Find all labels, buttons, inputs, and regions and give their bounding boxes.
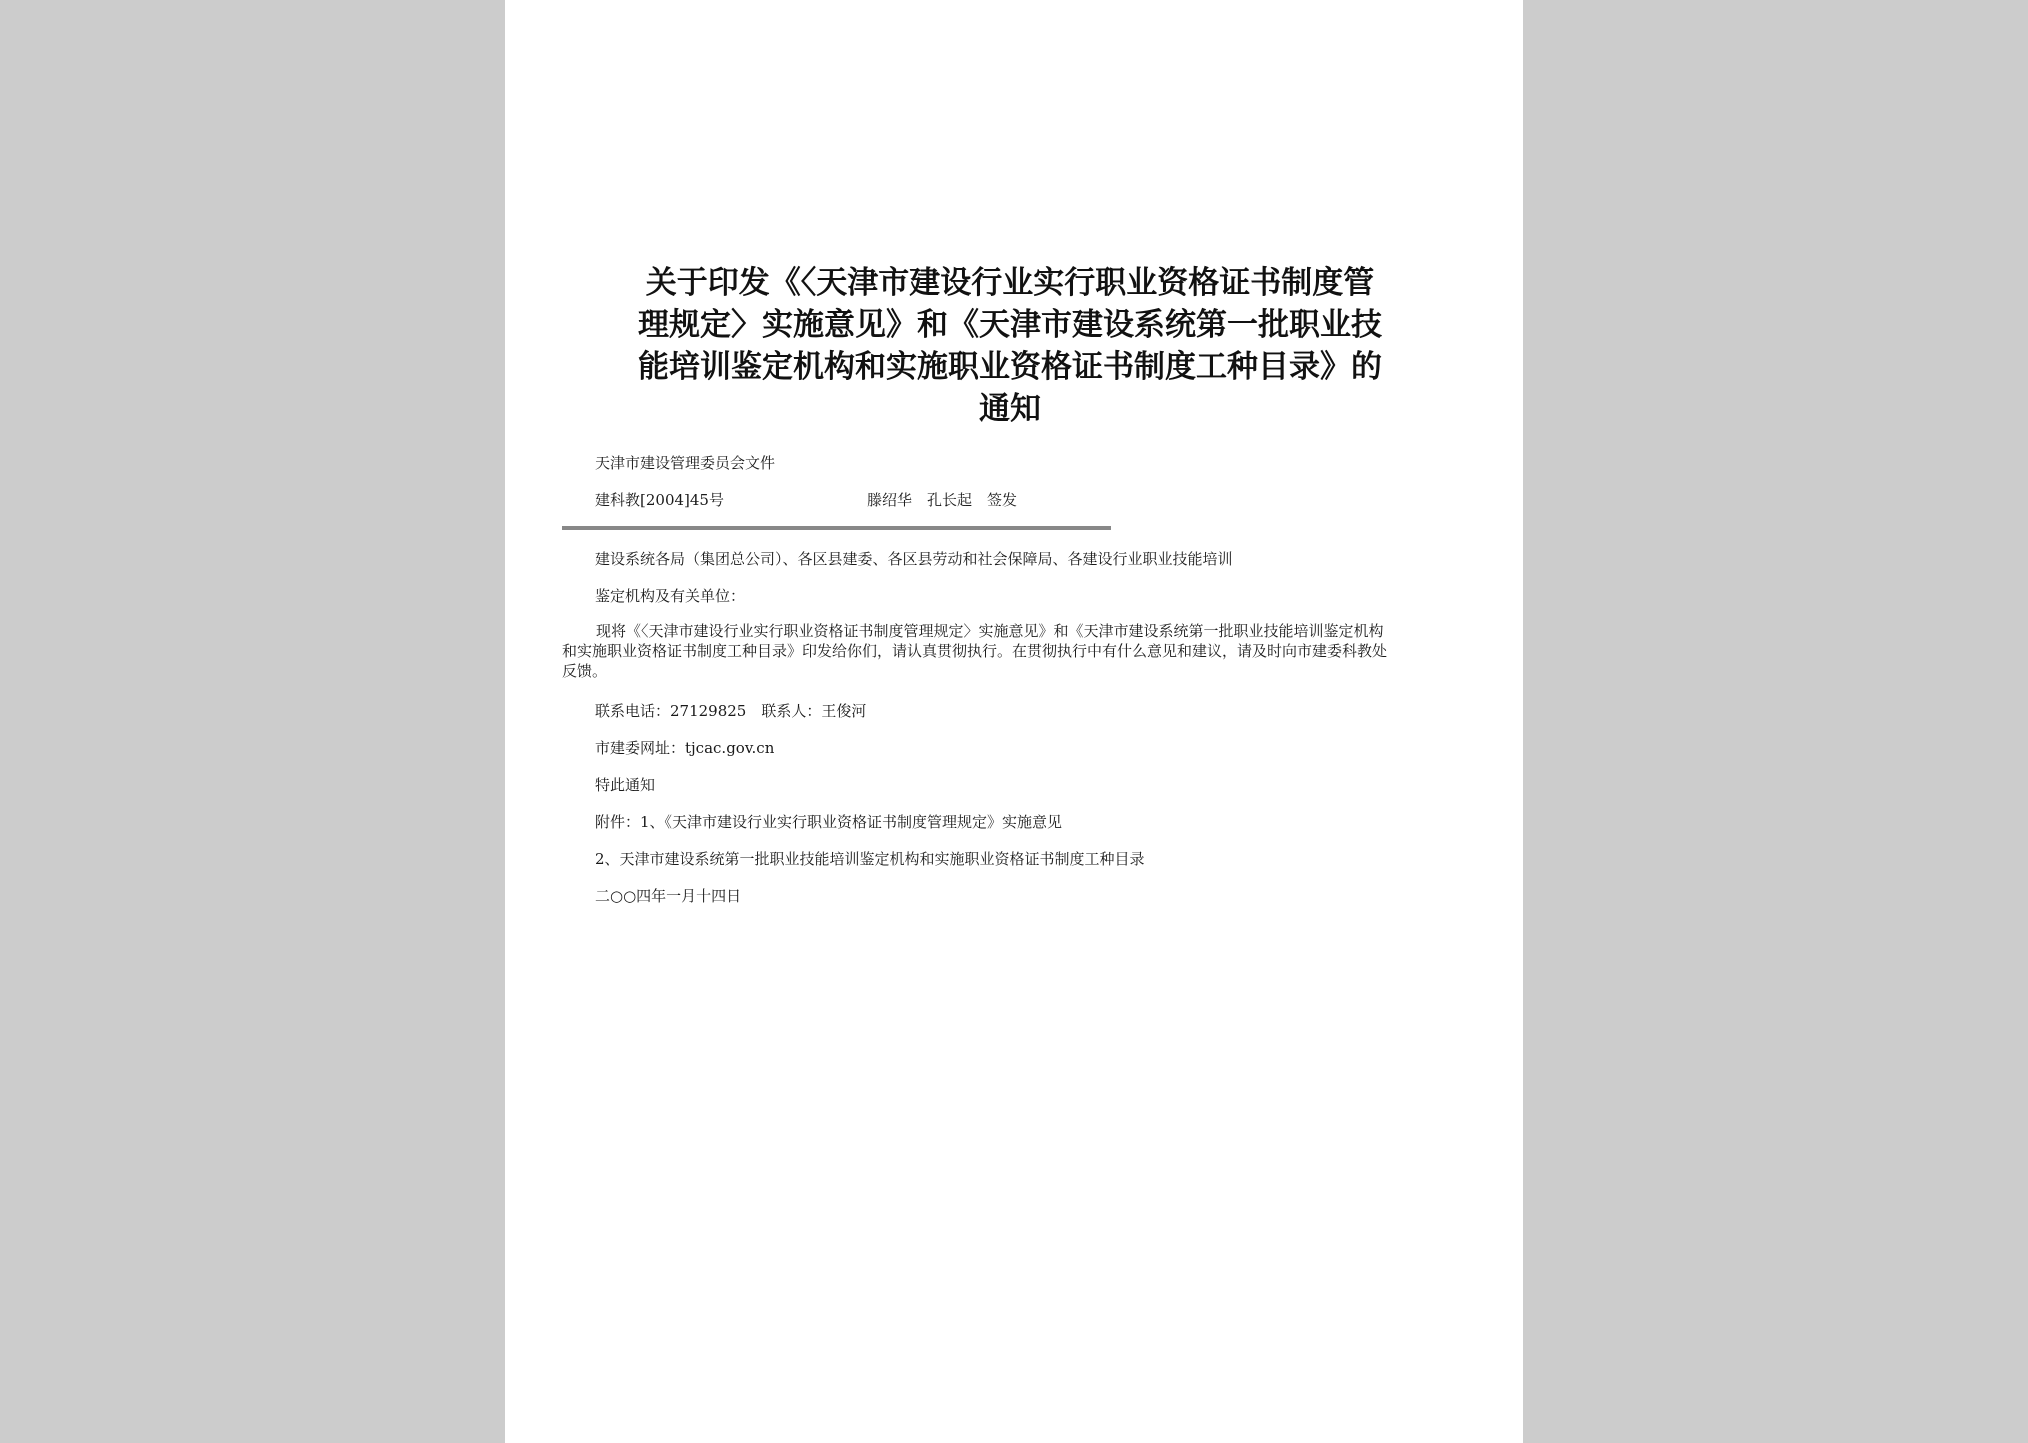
title-line-4: 通知 bbox=[979, 391, 1041, 427]
body-line-2: 和实施职业资格证书制度工种目录》印发给你们，请认真贯彻执行。在贯彻执行中有什么意见和建议，请及时向市建委科教处 bbox=[562, 642, 1388, 660]
attachment-2: 2、天津市建设系统第一批职业技能培训鉴定机构和实施职业资格证书制度工种目录 bbox=[595, 850, 1145, 868]
website-line: 市建委网址：tjcac.gov.cn bbox=[595, 739, 775, 757]
body-line-1: 现将《〈天津市建设行业实行职业资格证书制度管理规定〉实施意见》和《天津市建设系统第一批职业技能培训鉴定机构 bbox=[596, 622, 1384, 640]
title-line-2: 理规定〉实施意见》和《天津市建设系统第一批职业技 bbox=[638, 307, 1382, 343]
date-line: 二○○四年一月十四日 bbox=[595, 887, 742, 905]
document-page bbox=[505, 0, 1523, 1443]
recipients-line-2: 鉴定机构及有关单位： bbox=[595, 587, 746, 605]
issuer-line: 天津市建设管理委员会文件 bbox=[595, 454, 776, 472]
body-paragraph bbox=[562, 621, 1474, 681]
document-title bbox=[565, 262, 1455, 430]
document-number: 建科教[2004]45号 bbox=[595, 491, 724, 509]
signers: 滕绍华 孔长起 签发 bbox=[867, 491, 1018, 509]
title-line-1: 关于印发《〈天津市建设行业实行职业资格证书制度管 bbox=[645, 265, 1375, 301]
attachment-1: 附件：1、《天津市建设行业实行职业资格证书制度管理规定》实施意见 bbox=[595, 813, 1063, 831]
notice-line: 特此通知 bbox=[595, 776, 656, 794]
contact-line: 联系电话：27129825 联系人：王俊河 bbox=[595, 702, 867, 720]
recipients-line-1: 建设系统各局（集团总公司）、各区县建委、各区县劳动和社会保障局、各建设行业职业技能培训 bbox=[595, 550, 1233, 568]
body-line-3: 反馈。 bbox=[562, 662, 608, 680]
header-divider bbox=[562, 526, 1111, 530]
title-line-3: 能培训鉴定机构和实施职业资格证书制度工种目录》的 bbox=[638, 349, 1382, 385]
